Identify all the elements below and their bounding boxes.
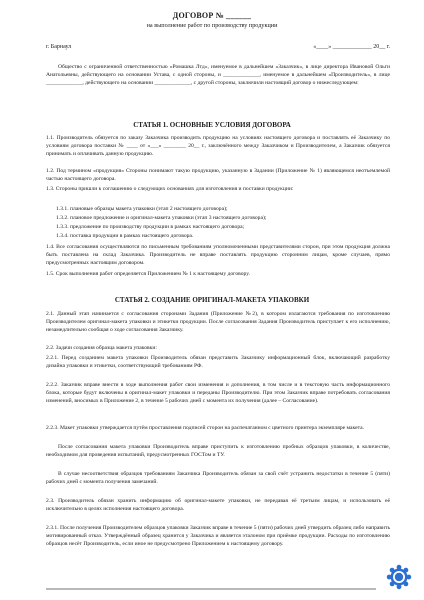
clause-2-1: 2.1. Данный этап начинается с согласования сторонами Задания (Приложение №2), в котором излагаются требования по изготовлению Производителем оригинал-макета упаковки и этикетки продукции. После согласования Задания Производитель приступает к его исполнению, незамедлительно сообщая о ходе согласования Заказчику.: [46, 311, 390, 334]
document-subtitle: на выполнение работ по производству продукции: [146, 22, 278, 29]
city-date-row: [46, 44, 390, 53]
section-1-title: СТАТЬЯ 1. ОСНОВНЫЕ УСЛОВИЯ ДОГОВОРА: [133, 121, 291, 129]
clause-2-2: 2.2. Задачи создания образца макета упаковки:: [46, 345, 157, 351]
clause-1-3: 1.3. Стороны пришли к соглашению о следующих основаниях для изготовления и поставки продукции:: [46, 186, 294, 192]
clause-1-3-1: 1.3.1. плановые образцы макета упаковки (этап 2 настоящего договора);: [56, 206, 228, 212]
clause-2-3-1: 2.3.1. После получения Производителем образцов упаковки Заказчик вправе в течение 5 (пяти) рабочих дней утвердить образец либо направить мотивированный отказ. Утверждённый образец хранится у Заказчика и является эталоном при приёмке продукции. Расходы по изготовлению образцов несёт Производитель, если иное не предусмотрено Приложением к настоящему договору.: [46, 525, 391, 548]
section-2-title: СТАТЬЯ 2. СОЗДАНИЕ ОРИГИНАЛ-МАКЕТА УПАКОВКИ: [114, 296, 310, 304]
city: г. Барнаул: [46, 44, 72, 50]
clause-2-2-5: В случае несоответствия образцов требованиям Заказчика Производитель обязан за свой счёт устранить недостатки в течение 5 (пяти) рабочих дней с момента получения замечаний.: [46, 471, 390, 486]
document-title: ДОГОВОР № ______: [172, 11, 252, 20]
clause-2-2-1: 2.2.1. Перед созданием макета упаковки Производитель обязан представить Заказчику информационный блок, включающий разработку дизайна упаковки и этикетки, соответствующий требованиям РФ.: [46, 355, 390, 370]
clause-2-2-2: 2.2.2. Заказчик вправе внести в ходе выполнения работ свои изменения и дополнения, в том числе и в текстовую часть информационного блока, которые будут включены в оригинал-макет упаковки и переданы Производителю. При этом Заказчик вправе потребовать согласования изменений, вносимых в Приложение 2, в течение 5 рабочих дней с момента их получения (далее – Согласование).: [46, 382, 390, 405]
clause-1-2: 1.2. Под термином «продукция» Стороны понимают такую продукцию, указанную в Задании (Приложение № 1) являющемся неотъемлемой частью настоящего договора.: [46, 168, 390, 183]
flower-logo-icon: [386, 564, 412, 590]
clause-1-4: 1.4. Все согласования осуществляются по письменным требованиям уполномоченными представителями сторон, при этом продукция должна быть поставлена на склад Заказчика. Производитель не вправе поставлять продукцию сторонним лицам, кроме случаев, прямо предусмотренных настоящим договором.: [46, 244, 390, 267]
date: «____» _____________ 20__ г.: [313, 44, 390, 50]
clause-1-1: 1.1. Производитель обязуется по заказу Заказчика производить продукцию на условиях настоящего договора и поставлять её Заказчику по условиям договора поставки № ____ от «___» ________ 20__ г., заключённого между Заказчиком и Производителем, а Заказчик обязуется принимать и оплачивать данную продукцию.: [46, 135, 390, 158]
clause-1-3-3: 1.3.3. предложение по производству продукции в рамках настоящего договора;: [56, 224, 245, 230]
clause-1-3-4: 1.3.4. поставка продукции в рамках настоящего договора.: [56, 233, 194, 239]
clause-1-3-2: 1.3.2. плановое предложение и оригинал-макета упаковки (этап 3 настоящего договора);: [56, 215, 267, 221]
clause-2-2-3: 2.2.3. Макет упаковки утверждается путём проставления подписей сторон на распечатанном с цветного принтера экземпляре макета.: [46, 425, 364, 431]
clause-2-2-4: После согласования макета упаковки Производитель вправе приступить к изготовлению пробных образцов упаковки, в количестве, необходимом для проведения испытаний, предусмотренных ГОСТом и ТУ.: [46, 444, 390, 459]
clause-1-5: 1.5. Срок выполнения работ определяется Приложением № 1 к настоящему договору.: [46, 271, 250, 277]
page-cutoff-lines: [46, 586, 376, 592]
intro-paragraph: Общество с ограниченной ответственностью «Ромашка Лтд», именуемое в дальнейшем «Заказчик», в лице директора Ивановой Ольги Анатольевны, действующего на основании Устава, с одной стороны, и _____________, именуемое в дальнейшем «Производитель», в лице _____________, действующего на основании _____________, с другой стороны, заключили настоящий договор о нижеследующем:: [46, 64, 390, 87]
clause-2-3: 2.3. Производитель обязан хранить информацию об оригинал-макете упаковки, не передавая её третьим лицам, и использовать её исключительно в целях исполнения настоящего договора.: [46, 498, 390, 513]
